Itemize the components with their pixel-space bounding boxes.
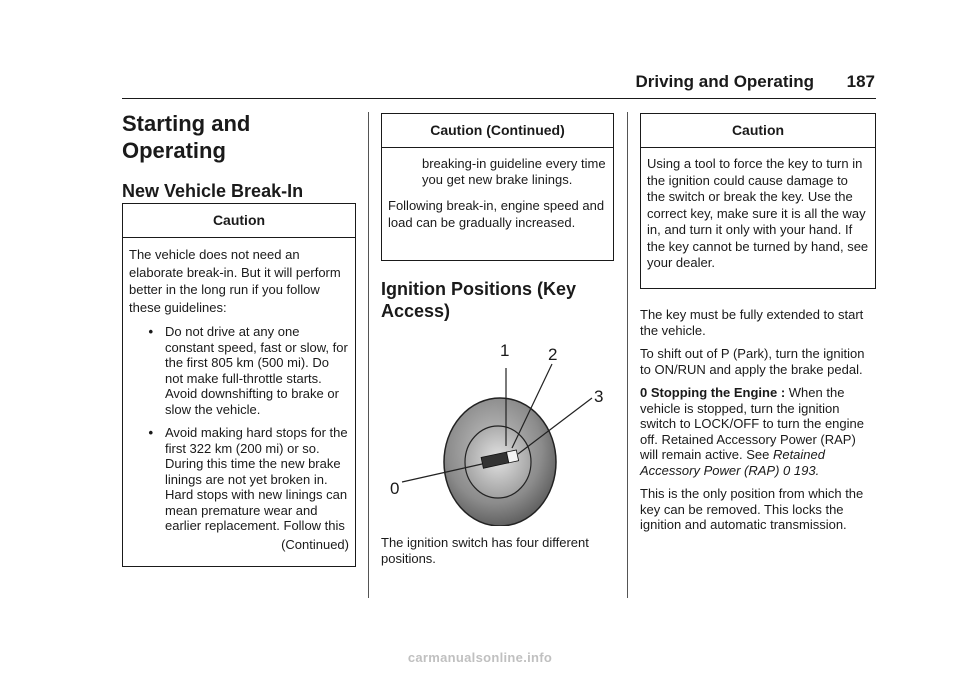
middle-column	[381, 278, 614, 322]
ignition-diagram	[378, 336, 618, 526]
caution-heading: Caution	[123, 204, 355, 238]
list-item-text: Do not drive at any one constant speed, fast or slow, for the first 805 km (500 mi). Do not make full-throttle starts. Avoid downshifting to brake or slow the vehicle.	[165, 324, 348, 417]
caution-continued-text: breaking-in guideline every time you get new brake linings.	[422, 156, 606, 187]
bullet-glyph: •	[148, 324, 153, 339]
paragraph-key-removal: This is the only position from which the key can be removed. This locks the ignition and automatic transmission.	[640, 486, 864, 532]
list-item-text: Avoid making hard stops for the first 322 km (200 mi) or so. During this time the new brake linings are not yet broken in. Hard stops with new linings can mean premature wear and earlier replacement. Follow this	[165, 425, 348, 533]
page-number: 187	[846, 72, 875, 91]
rap-link[interactable]: Retained Accessory Power (RAP)	[640, 447, 825, 478]
page-header	[0, 72, 960, 96]
continued-label: (Continued)	[281, 536, 349, 552]
section-heading-break-in: New Vehicle Break-In	[122, 181, 304, 201]
caution-heading: Caution (Continued)	[382, 114, 613, 148]
caution-followup-text: Following break-in, engine speed and load can be gradually increased.	[388, 198, 605, 230]
column-divider-2	[627, 112, 628, 598]
right-column	[640, 307, 876, 533]
position-label-3: 3	[594, 387, 604, 406]
list-item	[129, 324, 349, 417]
page-reference: 0 193.	[779, 462, 820, 478]
middle-caption	[381, 535, 617, 566]
term-stopping-engine: 0 Stopping the Engine :	[640, 385, 786, 400]
left-column	[122, 110, 356, 202]
section-title: Driving and Operating	[635, 72, 814, 91]
stopping-engine-text: When the vehicle is stopped, turn the ignition switch to LOCK/OFF to turn the engine off. Retained Accessory Power (RAP) will remain active. See	[640, 385, 864, 462]
section-heading-ignition: Ignition Positions (Key Access)	[381, 279, 577, 321]
column-divider-1	[368, 112, 369, 598]
caution-key-text: Using a tool to force the key to turn in the ignition could cause damage to the switch or break the key. Use the correct key, make sure it is all the way in, and turn it only with your hand. If the key cannot be turned by hand, see your dealer.	[647, 156, 869, 270]
caution-heading: Caution	[641, 114, 875, 148]
caution-box-key	[640, 113, 876, 289]
list-item	[129, 425, 349, 534]
header-rule	[122, 98, 876, 99]
caution-intro: The vehicle does not need an elaborate break-in. But it will perform better in the long run if you follow these guidelines:	[129, 247, 341, 315]
paragraph-stopping-engine	[640, 385, 876, 478]
position-label-0: 0	[390, 479, 400, 498]
caution-box-continued	[381, 113, 614, 261]
watermark-text: carmanualsonline.info	[407, 650, 553, 665]
figure-caption: The ignition switch has four different positions.	[381, 535, 589, 566]
paragraph-key-extended: The key must be fully extended to start the vehicle.	[640, 307, 864, 338]
position-label-2: 2	[548, 345, 558, 364]
bullet-glyph: •	[148, 425, 153, 440]
page-title: Starting and Operating	[122, 111, 251, 163]
caution-box-break-in	[122, 203, 356, 567]
position-label-1: 1	[500, 341, 510, 360]
paragraph-shift-park: To shift out of P (Park), turn the ignition to ON/RUN and apply the brake pedal.	[640, 346, 865, 377]
